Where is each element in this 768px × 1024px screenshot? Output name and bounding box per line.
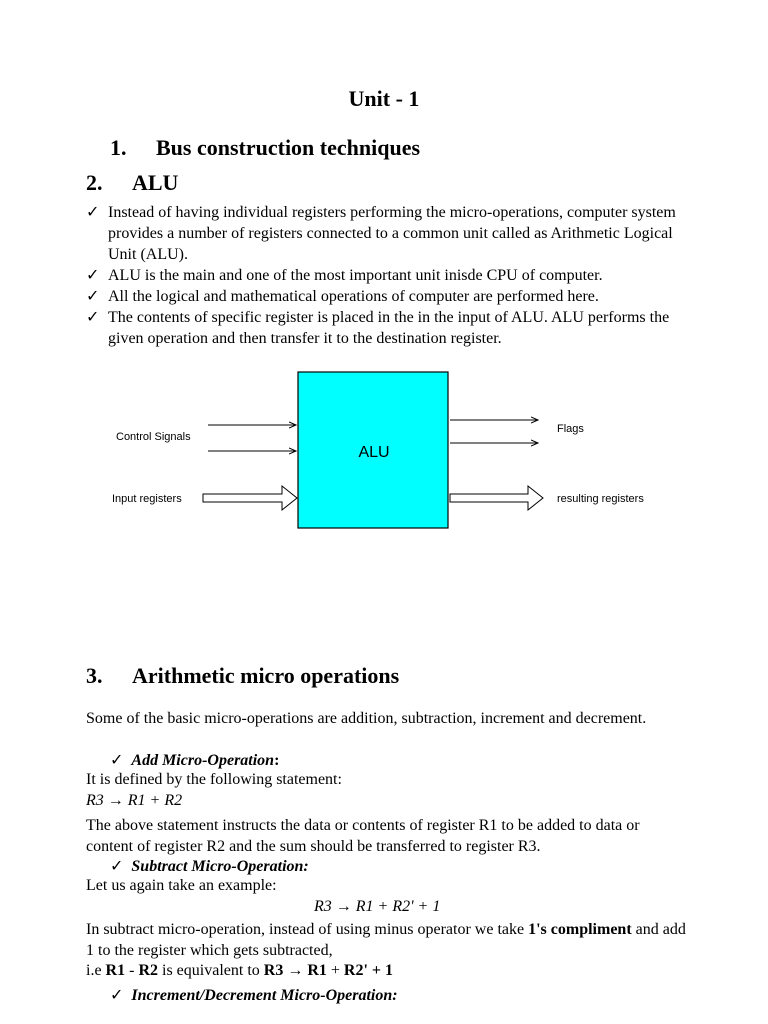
text-run: and add 1 to the register which gets subtracted, — [86, 921, 686, 959]
checkmark-icon: ✓ — [86, 267, 100, 284]
subtract-subheading — [110, 856, 309, 876]
flags-label: Flags — [557, 423, 584, 435]
input-registers-arrow — [203, 486, 297, 510]
control-signals-label: Control Signals — [116, 431, 191, 443]
subheading-colon: : — [274, 752, 280, 769]
bullet-text: Instead of having individual registers performing the micro-operations, computer system provides a number of registers connected to a common unit called as Arithmetic Logical Unit (ALU). — [108, 204, 676, 263]
text-run: - — [125, 962, 139, 979]
section-heading-arithmetic — [86, 663, 399, 689]
text-run: 1's compliment — [528, 921, 632, 938]
subtract-statement: R3 → R1 + R2' + 1 — [314, 898, 441, 915]
add-statement: R3 → R1 + R2 — [86, 792, 183, 809]
add-defined: It is defined by the following statement: — [86, 771, 342, 788]
increment-subheading — [110, 985, 398, 1005]
input-registers-label: Input registers — [112, 493, 182, 505]
subtract-example: Let us again take an example: — [86, 877, 277, 894]
bullet-text: ALU is the main and one of the most important unit inisde CPU of computer. — [108, 267, 603, 284]
text-run: R3 → R1 — [263, 962, 327, 979]
alu-label: ALU — [358, 444, 390, 461]
checkmark-icon: ✓ — [86, 204, 100, 221]
checkmark-icon: ✓ — [110, 987, 124, 1004]
subheading-text: Increment/Decrement Micro-Operation: — [131, 987, 398, 1004]
resulting-registers-label: resulting registers — [557, 493, 644, 505]
checkmark-icon: ✓ — [110, 858, 124, 875]
text-run: i.e — [86, 962, 106, 979]
add-explanation: The above statement instructs the data or contents of register R1 to be added to data or content of register R2 and the sum should be transferred to register R3. — [86, 817, 640, 855]
section-number: 2. — [86, 170, 103, 195]
section-title: Bus construction techniques — [156, 135, 421, 160]
subheading-text: Subtract Micro-Operation: — [131, 858, 309, 875]
bullet-text: All the logical and mathematical operations of computer are performed here. — [108, 288, 599, 305]
resulting-registers-arrow — [450, 486, 543, 510]
subtract-explanation — [86, 919, 686, 961]
section-number: 3. — [86, 663, 103, 688]
text-run: is equivalent to — [158, 962, 264, 979]
text-run: R2 — [138, 962, 158, 979]
equivalence-line — [86, 962, 393, 980]
text-run: In subtract micro-operation, instead of using minus operator we take — [86, 921, 529, 938]
add-subheading — [110, 750, 279, 770]
arith-intro: Some of the basic micro-operations are addition, subtraction, increment and decrement. — [86, 710, 647, 727]
text-run: R2' + 1 — [343, 962, 394, 979]
page-title: Unit - 1 — [348, 86, 420, 111]
subheading-text: Add Micro-Operation — [131, 752, 275, 769]
checkmark-icon: ✓ — [86, 309, 100, 326]
checkmark-icon: ✓ — [86, 288, 100, 305]
bullet-text: The contents of specific register is placed in the in the input of ALU. ALU performs the given operation and then transfer it to the destination register. — [108, 309, 670, 347]
checkmark-icon: ✓ — [110, 752, 124, 769]
text-run: R1 — [105, 962, 126, 979]
section-title: Arithmetic micro operations — [132, 663, 400, 688]
section-number: 1. — [110, 135, 127, 160]
section-title: ALU — [132, 170, 179, 195]
text-run: + — [326, 962, 344, 979]
